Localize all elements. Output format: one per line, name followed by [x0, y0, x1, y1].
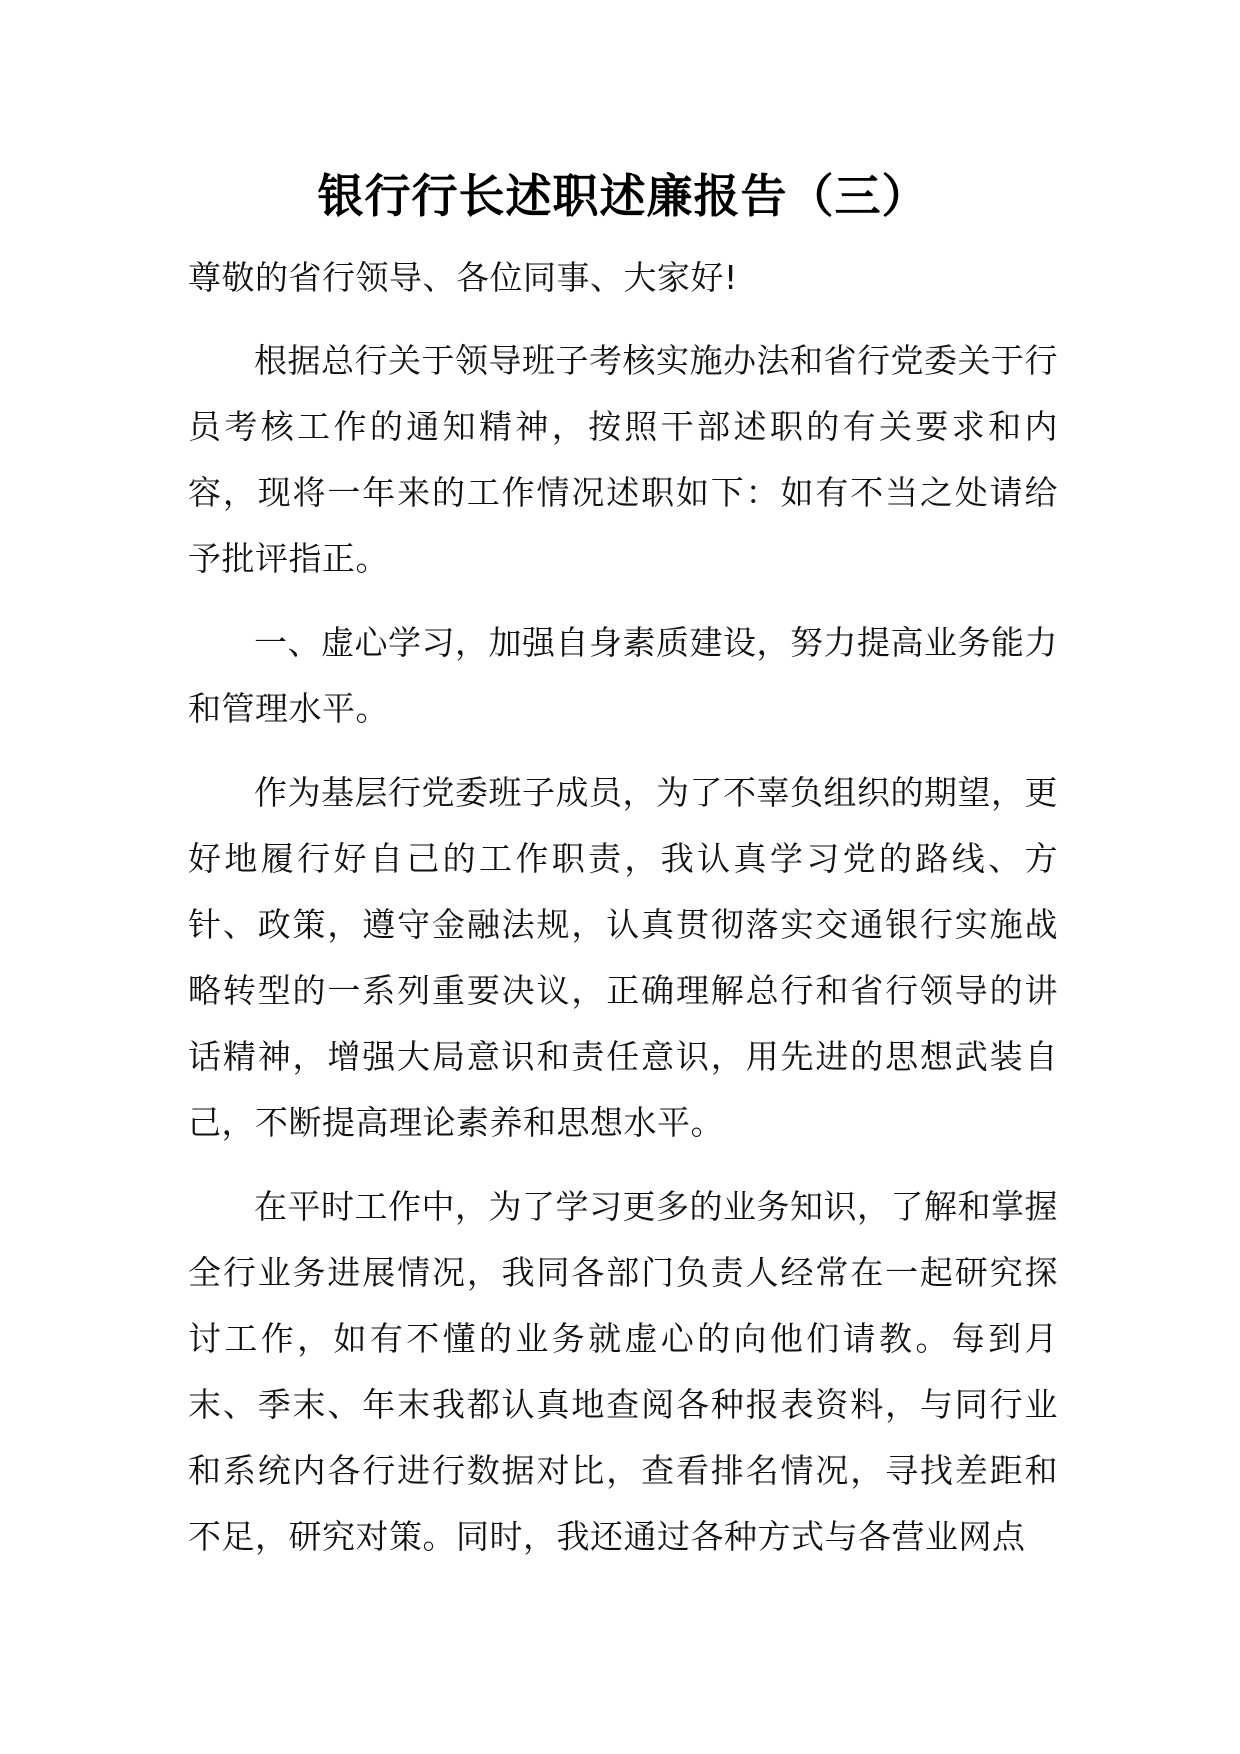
document-page	[188, 160, 1058, 1588]
paragraph-work: 在平时工作中，为了学习更多的业务知识，了解和掌握全行业务进展情况，我同各部门负责人经常在一起研究探讨工作，如有不懂的业务就虚心的向他们请教。每到月末、季末、年末我都认真地查阅各种报表资料，与同行业和系统内各行进行数据对比，查看排名情况，寻找差距和不足，研究对策。同时，我还通过各种方式与各营业网点	[188, 1187, 1058, 1556]
section-heading-1: 一、虚心学习，加强自身素质建设，努力提高业务能力和管理水平。	[188, 623, 1058, 728]
salutation: 尊敬的省行领导、各位同事、大家好!	[188, 258, 738, 297]
paragraph-study: 作为基层行党委班子成员，为了不辜负组织的期望，更好地履行好自己的工作职责，我认真学习党的路线、方针、政策，遵守金融法规，认真贯彻落实交通银行实施战略转型的一系列重要决议，正确理解总行和省行领导的讲话精神，增强大局意识和责任意识，用先进的思想武装自己，不断提高理论素养和思想水平。	[188, 773, 1058, 1142]
document-title: 银行行长述职述廉报告（三）	[317, 169, 929, 223]
paragraph-intro: 根据总行关于领导班子考核实施办法和省行党委关于行员考核工作的通知精神，按照干部述职的有关要求和内容，现将一年来的工作情况述职如下：如有不当之处请给予批评指正。	[188, 341, 1058, 578]
